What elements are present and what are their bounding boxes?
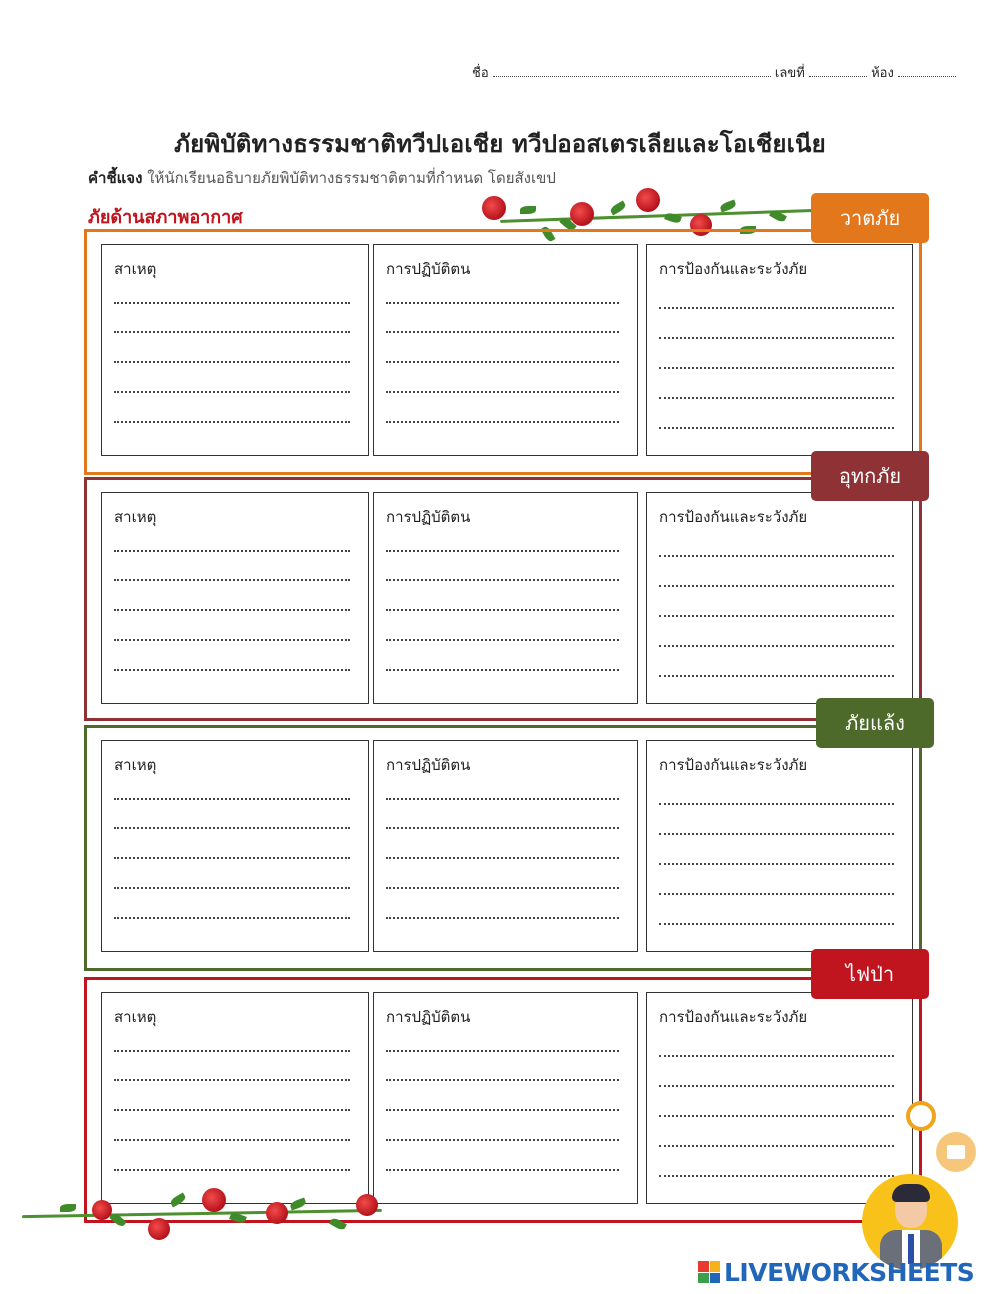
cause-box[interactable] bbox=[101, 492, 369, 704]
tag-windstorm: วาตภัย bbox=[811, 193, 929, 243]
practice-label: การปฏิบัติตน bbox=[386, 1008, 471, 1026]
instructions-text: ให้นักเรียนอธิบายภัยพิบัติทางธรรมชาติตามที่กำหนด โดยสังเขป bbox=[147, 169, 556, 187]
cause-label: สาเหตุ bbox=[114, 260, 157, 278]
worksheet-title: ภัยพิบัติทางธรรมชาติทวีปเอเชีย ทวีปออสเตรเลียและโอเชียเนีย bbox=[174, 130, 826, 158]
practice-box[interactable] bbox=[373, 492, 638, 704]
liveworksheets-logo-icon bbox=[698, 1261, 720, 1283]
prevention-box[interactable] bbox=[646, 992, 913, 1204]
prevention-label: การป้องกันและระวังภัย bbox=[659, 260, 808, 278]
practice-label: การปฏิบัติตน bbox=[386, 260, 471, 278]
section-forest-fire bbox=[84, 977, 922, 1223]
graduation-cap-icon[interactable] bbox=[906, 1101, 936, 1131]
tag-forest-fire: ไฟป่า bbox=[811, 949, 929, 999]
practice-box[interactable] bbox=[373, 244, 638, 456]
prevention-label: การป้องกันและระวังภัย bbox=[659, 756, 808, 774]
cause-box[interactable] bbox=[101, 244, 369, 456]
room-field[interactable] bbox=[898, 66, 956, 77]
cause-box[interactable] bbox=[101, 740, 369, 952]
prevention-label: การป้องกันและระวังภัย bbox=[659, 1008, 808, 1026]
prevention-box[interactable] bbox=[646, 244, 913, 456]
cause-label: สาเหตุ bbox=[114, 508, 157, 526]
practice-label: การปฏิบัติตน bbox=[386, 508, 471, 526]
prevention-box[interactable] bbox=[646, 492, 913, 704]
section-drought bbox=[84, 725, 922, 971]
prevention-label: การป้องกันและระวังภัย bbox=[659, 508, 808, 526]
student-info-line bbox=[472, 62, 956, 83]
section-flood bbox=[84, 477, 922, 721]
cause-label: สาเหตุ bbox=[114, 1008, 157, 1026]
prevention-box[interactable] bbox=[646, 740, 913, 952]
cause-box[interactable] bbox=[101, 992, 369, 1204]
name-field[interactable] bbox=[493, 66, 771, 77]
practice-label: การปฏิบัติตน bbox=[386, 756, 471, 774]
number-field[interactable] bbox=[809, 66, 867, 77]
category-heading: ภัยด้านสภาพอากาศ bbox=[88, 207, 243, 228]
practice-box[interactable] bbox=[373, 740, 638, 952]
instructions-label: คำชี้แจง bbox=[88, 169, 143, 187]
teacher-avatar bbox=[862, 1174, 958, 1270]
tag-flood: อุทกภัย bbox=[811, 451, 929, 501]
number-label: เลขที่ bbox=[774, 66, 805, 81]
instructions bbox=[88, 166, 556, 190]
tag-drought: ภัยแล้ง bbox=[816, 698, 934, 748]
cause-label: สาเหตุ bbox=[114, 756, 157, 774]
practice-box[interactable] bbox=[373, 992, 638, 1204]
room-label: ห้อง bbox=[871, 66, 894, 81]
liveworksheets-brand[interactable] bbox=[698, 1257, 974, 1287]
brand-text: LIVEWORKSHEETS bbox=[724, 1257, 975, 1287]
name-label: ชื่อ bbox=[472, 66, 489, 81]
page-icon[interactable] bbox=[936, 1132, 976, 1172]
section-windstorm bbox=[84, 229, 922, 475]
